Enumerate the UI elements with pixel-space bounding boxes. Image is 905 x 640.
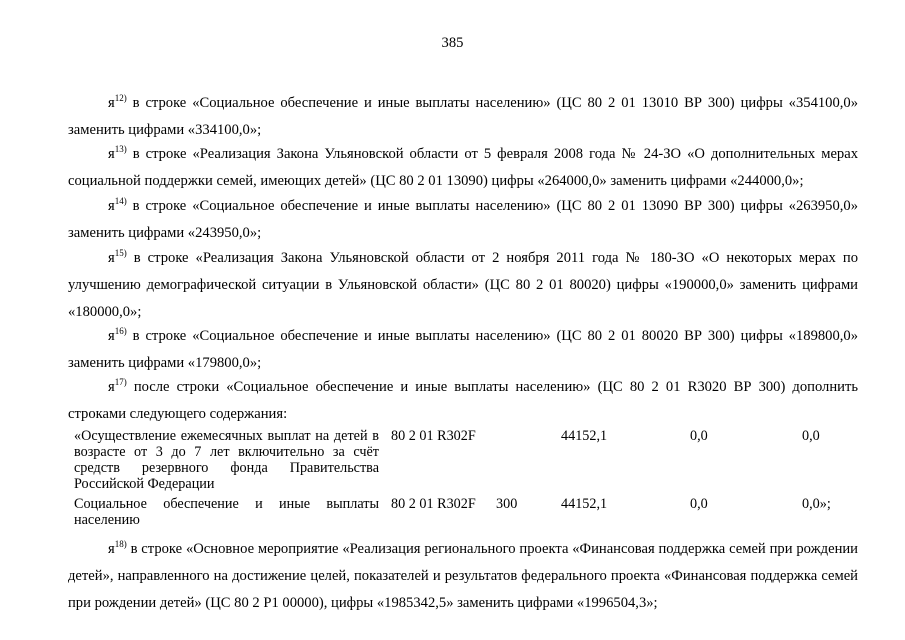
row-amount: 44152,1	[561, 428, 608, 444]
paragraph-14: $я^{14)}$ в строке «Социальное обеспечение и иные выплаты населению» (ЦС 80 2 01 13090 ВР 300) цифры «263950,0» заменить цифрами «243950,0»;	[68, 196, 858, 241]
row-code: 80 2 01 R302F	[391, 496, 476, 512]
paragraph-16: $я^{16)}$ в строке «Социальное обеспечение и иные выплаты населению» (ЦС 80 2 01 80020 ВР 300) цифры «189800,0» заменить цифрами «179800,0»;	[68, 326, 858, 371]
table-row	[74, 428, 834, 496]
paragraph-18: $я^{18)}$ в строке «Основное мероприятие «Реализация регионального проекта «Финансовая поддержка семей при рождении детей», направленного на достижение целей, показателей и результатов федерального проекта «Финансовая поддержка семей при рождении детей» (ЦС 80 2 Р1 00000), цифры «1985342,5» заменить цифрами «1996504,3»;	[68, 539, 858, 611]
row-description: Социальное обеспечение и иные выплаты населению	[74, 496, 379, 528]
row-value-2: 0,0»;	[802, 496, 831, 512]
paragraph-15: $я^{15)}$ в строке «Реализация Закона Ульяновской области от 2 ноября 2011 года № 180-ЗО «О некоторых мерах по улучшению демографической ситуации в Ульяновской области» (ЦС 80 2 01 80020) цифры «190000,0» заменить цифрами «180000,0»;	[68, 248, 858, 320]
row-vr: 300	[496, 496, 518, 512]
row-value-2: 0,0	[802, 428, 820, 444]
paragraph-12: $я^{12)}$ в строке «Социальное обеспечение и иные выплаты населению» (ЦС 80 2 01 13010 ВР 300) цифры «354100,0» заменить цифрами «334100,0»;	[68, 93, 858, 138]
paragraph-13: $я^{13)}$ в строке «Реализация Закона Ульяновской области от 5 февраля 2008 года № 24-ЗО «О дополнительных мерах социальной поддержки семей, имеющих детей» (ЦС 80 2 01 13090) цифры «264000,0» заменить цифрами «244000,0»;	[68, 144, 858, 189]
budget-table	[74, 428, 834, 530]
paragraph-17: $я^{17)}$ после строки «Социальное обеспечение и иные выплаты населению» (ЦС 80 2 01 R3020 ВР 300) дополнить строками следующего содержания:	[68, 377, 858, 422]
row-description: «Осуществление ежемесячных выплат на детей в возрасте от 3 до 7 лет включительно за счёт средств резервного фонда Правительства Российской Федерации	[74, 428, 379, 492]
row-value-1: 0,0	[690, 496, 708, 512]
page-number: 385	[441, 35, 464, 51]
row-code: 80 2 01 R302F	[391, 428, 476, 444]
row-value-1: 0,0	[690, 428, 708, 444]
table-row	[74, 496, 834, 530]
row-amount: 44152,1	[561, 496, 608, 512]
